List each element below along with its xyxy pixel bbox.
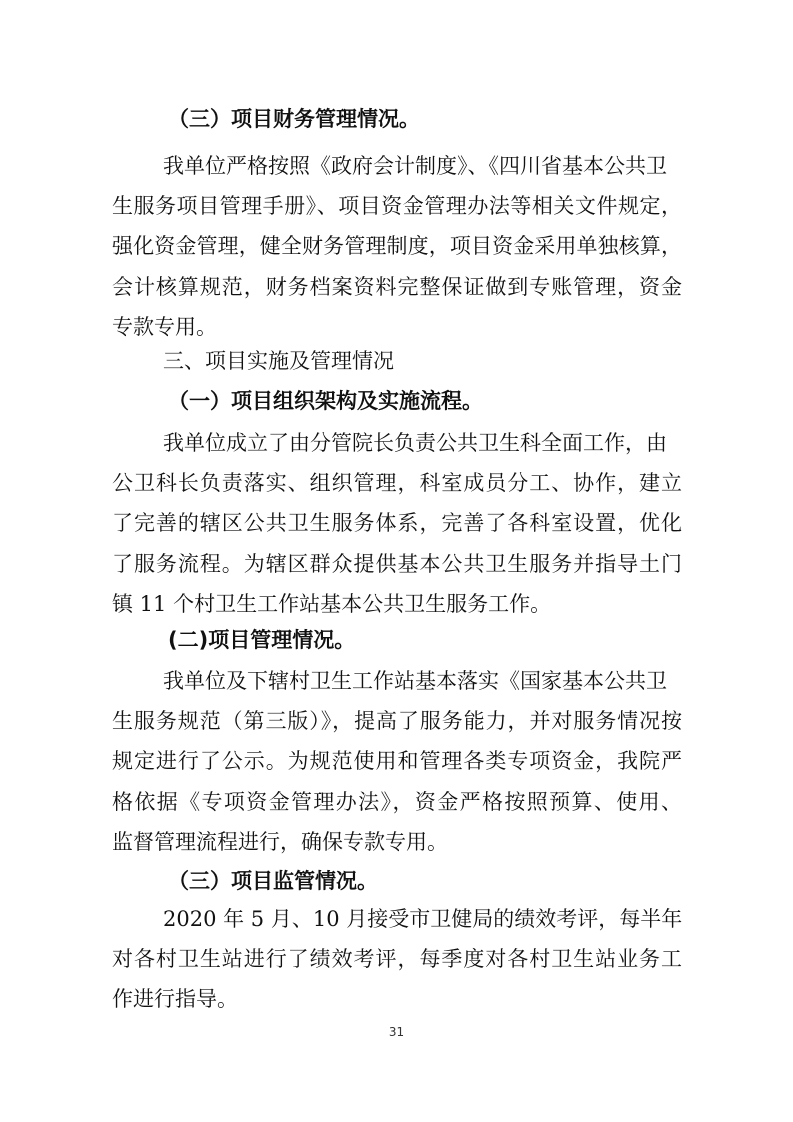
paragraph-line: 2020 年 5 月、10 月接受市卫健局的绩效考评，每半年 — [163, 907, 683, 931]
paragraph-line: 了完善的辖区公共卫生服务体系，完善了各科室设置，优化 — [112, 511, 682, 535]
section-heading-implementation: 三、项目实施及管理情况 — [163, 349, 394, 373]
paragraph-line: 格依据《专项资金管理办法》，资金严格按照预算、使用、 — [112, 790, 682, 814]
paragraph-line: 我单位成立了由分管院长负责公共卫生科全面工作，由 — [163, 431, 667, 455]
paragraph-line: 生服务规范（第三版）》，提高了服务能力，并对服务情况按 — [112, 709, 682, 733]
paragraph-line: 镇 11 个村卫生工作站基本公共卫生服务工作。 — [112, 592, 552, 616]
paragraph-line: 监督管理流程进行，确保专款专用。 — [112, 830, 448, 854]
paragraph-line: 对各村卫生站进行了绩效考评，每季度对各村卫生站业务工 — [112, 947, 682, 971]
paragraph-line: 生服务项目管理手册》、项目资金管理办法等相关文件规定， — [112, 194, 682, 218]
subsection-heading-organization: （一）项目组织架构及实施流程。 — [168, 389, 483, 413]
paragraph-line: 专款专用。 — [112, 315, 217, 339]
page-number: 31 — [388, 1025, 405, 1039]
paragraph-line: 我单位严格按照《政府会计制度》、《四川省基本公共卫 — [163, 154, 667, 178]
paragraph-line: 了服务流程。为辖区群众提供基本公共卫生服务并指导土门 — [112, 552, 682, 576]
paragraph-line: 作进行指导。 — [112, 987, 238, 1011]
paragraph-line: 强化资金管理，健全财务管理制度，项目资金采用单独核算， — [112, 234, 682, 258]
paragraph-line: 会计核算规范，财务档案资料完整保证做到专账管理，资金 — [112, 275, 682, 299]
paragraph-line: 我单位及下辖村卫生工作站基本落实《国家基本公共卫 — [163, 669, 667, 693]
section-heading-finance: （三）项目财务管理情况。 — [168, 107, 420, 131]
subsection-heading-supervision: （三）项目监管情况。 — [168, 869, 378, 893]
paragraph-line: 规定进行了公示。为规范使用和管理各类专项资金，我院严 — [112, 749, 682, 773]
subsection-heading-management: (二)项目管理情况。 — [168, 628, 356, 652]
paragraph-line: 公卫科长负责落实、组织管理，科室成员分工、协作，建立 — [112, 471, 682, 495]
